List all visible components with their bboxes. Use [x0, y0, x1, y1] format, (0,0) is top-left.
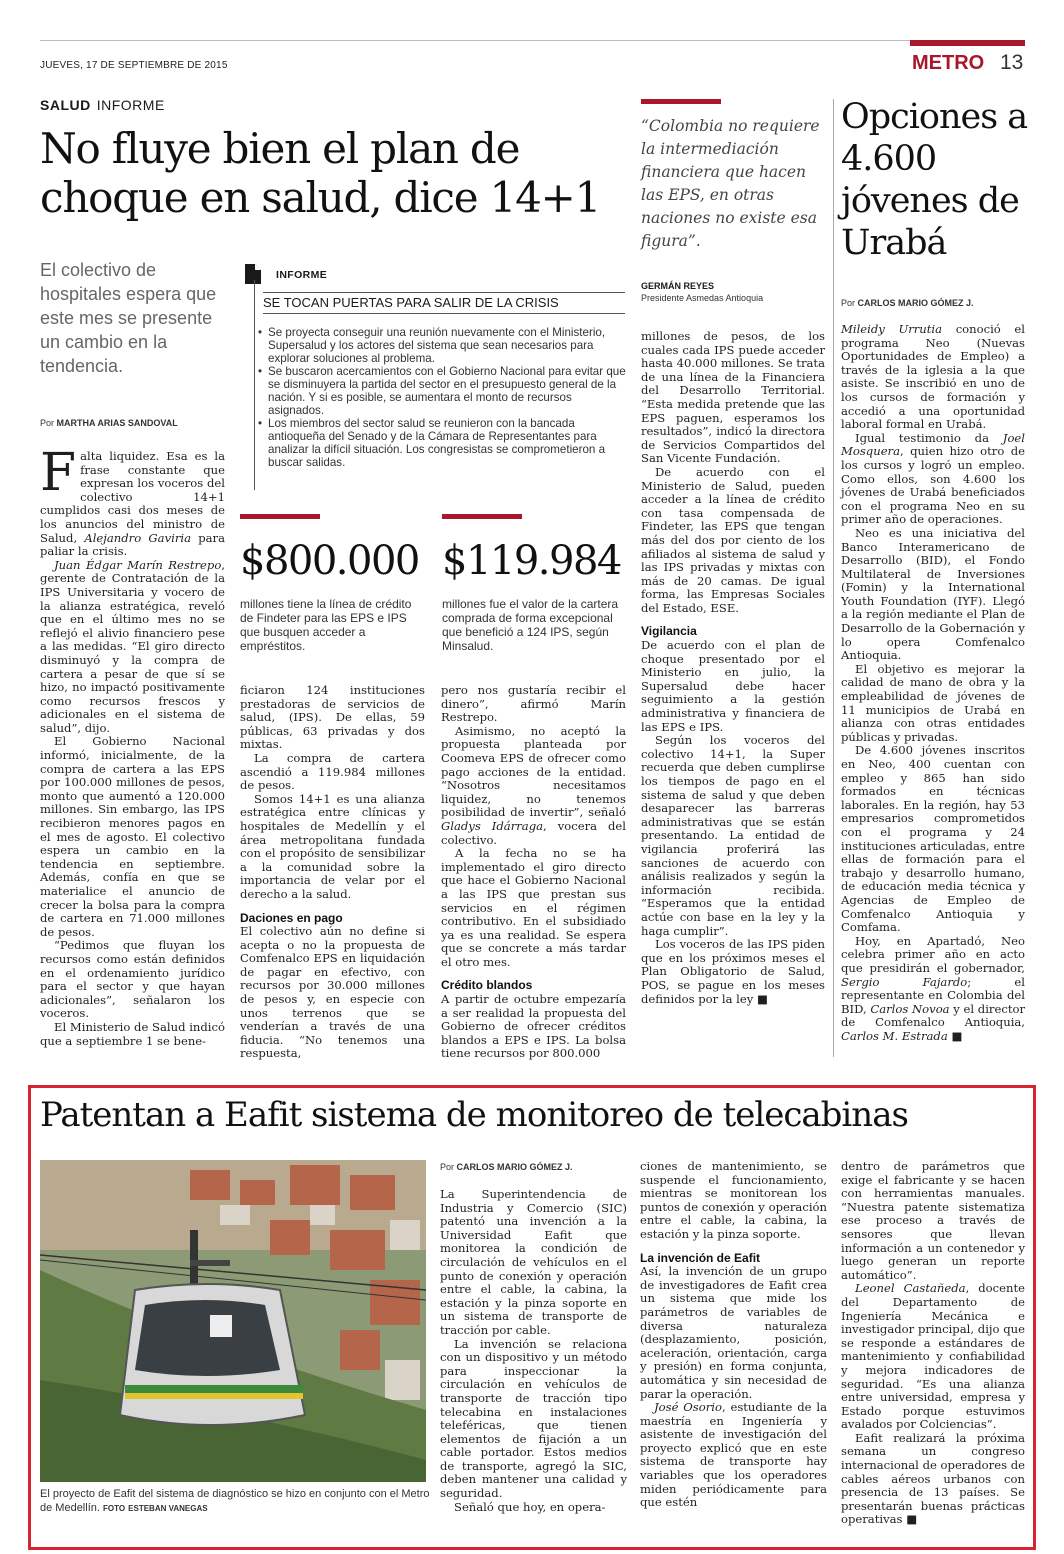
paragraph: ficiaron 124 instituciones prestadoras de servicios de salud, (IPS). De ellas, 59 públicas, 63 privadas y dos mixtas. [240, 683, 425, 752]
byline-author: CARLOS MARIO GÓMEZ J. [456, 1162, 573, 1172]
byline-prefix: Por [440, 1162, 455, 1172]
subheading: Vigilancia [641, 624, 697, 639]
figure-text: millones fue el valor de la cartera comprada de forma excepcional que benefició a 124 IPS, según Minsalud. [442, 597, 619, 653]
bottom-column-1 [440, 1188, 627, 1514]
caption-credit-name: ESTEBAN VANEGAS [128, 1504, 208, 1513]
byline-prefix: Por [40, 418, 55, 428]
list-item: • Los miembros del sector salud se reunieron con la bancada antioqueña del Senado y de la Cámara de Representantes para analizar la difícil situación. Los congresistas se comprometieron a buscar salidas. [258, 417, 626, 469]
section-topic: SALUD [40, 97, 91, 113]
section-name: METRO [912, 52, 985, 74]
paragraph: El Ministerio de Salud indicó que a septiembre 1 se bene- [40, 1019, 225, 1048]
paragraph-text: Igual testimonio da [855, 430, 1003, 445]
person-name: Leonel Castañeda [855, 1281, 966, 1296]
person-name: Carlos M. Estrada [841, 1028, 948, 1043]
bottom-column-2 [640, 1160, 827, 1510]
quote-accent-bar [641, 99, 721, 104]
person-name: Carlos Novoa [870, 1001, 950, 1016]
paragraph: pero nos gustaría recibir el dinero”, afirmó Marín Restrepo. [441, 683, 626, 725]
issue-date: JUEVES, 17 DE SEPTIEMBRE DE 2015 [40, 60, 228, 71]
paragraph: Señaló que hoy, en opera- [454, 1499, 606, 1514]
paragraph-text: conoció el programa Neo (Nuevas Oportunidades de Empleo) a través de la iglesia a la que asiste. Se inscribió en uno de los cursos de formación y accedió a una oportunidad laboral formal en Urabá. [841, 322, 1025, 432]
bottom-headline: Patentan a Eafit sistema de monitoreo de telecabinas [40, 1095, 908, 1135]
main-column-1 [40, 443, 225, 1048]
paragraph-text: Hoy, en Apartadó, Neo celebra primer año en acto que presidirán el gobernador, [841, 933, 1025, 975]
paragraph: De acuerdo con el Ministerio de Salud, pueden acceder a la línea de crédito con tasa compensada de Findeter, las EPS que tengan más del dos por ciento de los afiliados al sistema de salud y las IPS privadas y mixtas con más de 20 camas. De igual forma, las Empresas Sociales del Estado, ESE. [641, 464, 825, 615]
quote-author: GERMÁN REYES [641, 281, 715, 291]
figure-number: $119.984 [442, 538, 621, 584]
person-name: Alejandro Gaviria [84, 530, 191, 545]
paragraph: dentro de parámetros que exige el fabricante y se hacen con herramientas manuales. “Nuestra patente sistematiza ese proceso a través de sensores que llevan información a un contenedor y luego generan un reporte automático”. [841, 1159, 1025, 1282]
figure-number: $800.000 [240, 538, 419, 584]
paragraph-text: , vocera del colectivo. [441, 818, 626, 847]
person-name: Sergio Fajardo [841, 974, 968, 989]
bottom-byline [440, 1162, 573, 1172]
page-number: 13 [1000, 51, 1024, 74]
paragraph-text: Asimismo, no aceptó la propuesta planteada por Coomeva EPS de ofrecer como pago acciones de la entidad. “Nosotros necesitamos liquidez, no tenemos posibilidad de invertir”, señaló [441, 723, 626, 820]
document-icon [243, 263, 263, 285]
photo-caption [40, 1487, 430, 1516]
list-item: • Se buscaron acercamientos con el Gobierno Nacional para evitar que se disminuyera la partida del sector en el presupuesto general de la nación. Y si es posible, se aumentara el monto de recursos asignados. [258, 365, 626, 417]
paragraph: Así, la invención de un grupo de investigadores de Eafit crea un sistema que mide los parámetros de variables de diversa naturaleza (desplazamiento, posición, aceleración, orientación, carga y presión) en forma conjunta, automática y sin necesidad de parar la operación. [640, 1264, 827, 1401]
side-headline: Opciones a 4.600 jóvenes de Urabá [841, 97, 1028, 263]
box-rule [254, 280, 255, 490]
paragraph: La invención se relaciona con un dispositivo y un método para inspeccionar la circulación en vehículos de transporte de tracción tipo telecabina en instalaciones teleféricas, que tienen elementos de fijación a un cable portador. Estos medios de transporte, agregó la SIC, deben mantener una calidad y seguridad. [440, 1336, 627, 1501]
paragraph: Somos 14+1 es una alianza estratégica entre clínicas y hospitales de Medellín y el área metropolitana fundada con el propósito de sensibilizar a la comunidad sobre la importancia de velar por el derecho a la salud. [240, 791, 425, 901]
figure-accent-bar [240, 514, 320, 519]
paragraph: Neo es una iniciativa del Banco Interamericano de Desarrollo (BID), el Fondo Multilateral de Inversiones (Fomin) y la International Youth Foundation (IYF). Llegó a la región mediante el Plan de Desarrollo de la Gobernación y lo opera Comfenalco Antioquia. [841, 525, 1025, 663]
paragraph: ciones de mantenimiento, se suspende el funcionamiento, mientras se monitorean los puntos de conexión y operación entre el cable, la cabina, la estación y la pinza soporte. [640, 1159, 827, 1241]
side-byline [841, 298, 974, 308]
box-subtitle: SE TOCAN PUERTAS PARA SALIR DE LA CRISIS [263, 292, 625, 314]
paragraph: millones de pesos, de los cuales cada IPS puede acceder hasta 40.000 millones. Se trata de una línea de la Financiera del Desarrollo Territorial. “Esta medida pretende que las EPS paguen, esperamos los resultados”, indicó la directora de Servicios Compartidos del San Vicente Fundación. [641, 329, 825, 466]
subheading: Daciones en pago [240, 910, 343, 925]
main-deck: El colectivo de hospitales espera que este mes se presente un cambio en la tendencia. [40, 260, 217, 376]
paragraph-text: , docente del Departamento de Ingeniería Mecánica e investigador principal, dijo que se responde a estándares de mantenimiento y confiabilidad y mejora indicadores de seguridad. “Es una alianza entre universidad, empresa y Estado porque estuvimos avalados por Colciencias”. [841, 1281, 1025, 1432]
paragraph-text: ; el representante en Colombia del BID, [841, 974, 1025, 1016]
figure-accent-bar [442, 514, 522, 519]
end-mark: ■ [756, 991, 768, 1006]
person-name: Juan Édgar Marín Restrepo [54, 557, 222, 572]
quote-author-role: Presidente Asmedas Antioquia [641, 293, 764, 303]
paragraph-text: , quien hizo otro de los cursos y logró un empleo. Como ellos, son 4.600 los jóvenes de Urabá beneficiados con el programa Neo en su primer año de operaciones. [841, 444, 1025, 527]
paragraph-text: Eafit realizará la próxima semana un congreso internacional de operadores de cables aéreos urbanos con presencia de 13 países. Se presentarán buenas prácticas operativas [841, 1430, 1025, 1527]
main-byline [40, 418, 178, 428]
cable-car-photo [40, 1160, 426, 1482]
paragraph: La compra de cartera ascendió a 119.984 millones de pesos. [240, 750, 425, 793]
byline-author: MARTHA ARIAS SANDOVAL [56, 418, 178, 428]
main-column-3 [441, 684, 626, 1061]
end-mark: ■ [951, 1028, 963, 1043]
dropcap: F [40, 443, 77, 503]
paragraph: El objetivo es mejorar la calidad de mano de obra y la empleabilidad de jóvenes de 11 municipios de Urabá en alianza con otras entidades públicas y privadas. [841, 661, 1025, 744]
paragraph-text: para paliar la crisis. [40, 530, 225, 559]
column-rule [833, 99, 834, 1057]
paragraph: “Pedimos que fluyan los recursos como están definidos en el ordenamiento jurídico para el sector y que hayan adicionales”, señalaron los voceros. [40, 938, 225, 1021]
figure-text: millones tiene la línea de crédito de Findeter para las EPS e IPS que busquen acceder a empréstitos. [240, 597, 412, 653]
section-label [40, 97, 165, 113]
end-mark: ■ [906, 1512, 918, 1527]
paragraph-text: , estudiante de la maestría en Ingeniería y asistente de investigación del proyecto explicó que en este sistema de transporte hay variables que los operadores miden periódicamente para que estén [640, 1400, 827, 1510]
list-item: • Se proyecta conseguir una reunión nuevamente con el Ministerio, Supersalud y los actores del sistema que sean necesarios para explorar soluciones al problema. [258, 326, 626, 365]
section-kind: INFORME [96, 97, 165, 113]
subheading: Crédito blandos [441, 978, 533, 993]
side-column [841, 323, 1025, 1043]
subheading: La invención de Eafit [640, 1250, 761, 1265]
person-name: Mileidy Urrutia [841, 322, 943, 336]
main-headline: No fluye bien el plan de choque en salud, dice 14+1 [40, 124, 601, 222]
box-title: INFORME [276, 269, 328, 281]
paragraph: Según los voceros del colectivo 14+1, la Super recuerda que deben cumplirse los tiempos de pago en el sistema de salud y que deben desaparecer las barreras administrativas que se están presentando. La entidad de vigilancia proferirá las sanciones de acuerdo con análisis realizados y según la información recibida. “Esperamos que la entidad actúe con base en la ley y la haga cumplir”. [641, 733, 825, 938]
paragraph: De acuerdo con el plan de choque presentado por el Ministerio en julio, la Supersalud debe hacer seguimiento a la gestión administrativa y financiera de las EPS e IPS. [641, 638, 825, 734]
person-name: José Osorio [654, 1400, 722, 1415]
person-name: Joel Mosquera [841, 430, 1025, 459]
caption-text: El proyecto de Eafit del sistema de diagnóstico se hizo en conjunto con el Metro de Medellín. [40, 1488, 430, 1514]
bottom-column-3 [841, 1160, 1025, 1527]
paragraph: A partir de octubre empezaría a ser realidad la propuesta del Gobierno de ofrecer créditos blandos a EPS e IPS. La bolsa tiene recursos por 800.000 [441, 992, 626, 1061]
paragraph: El colectivo aún no define si acepta o no la propuesta de Comfenalco EPS en liquidación de pagar en efectivo, con recursos por 30.000 millones de pesos y, en especie con unos terrenos que se venderían a través de una fiducia. “No tenemos una respuesta, [240, 924, 425, 1061]
top-rule [40, 40, 1025, 41]
paragraph: El Gobierno Nacional informó, inicialmente, de la compra de cartera a las EPS por 100.000 millones de pesos, monto que aumentó a 120.000 millones. Sin embargo, las IPS recibieron menores pagos en el mes de agosto. El colectivo espera un cambio en la tendencia en septiembre. Además, confía en que se materialice el anuncio de crecer la bolsa para la compra de cartera en 71.000 millones de pesos. [40, 734, 225, 939]
person-name: Gladys Idárraga [441, 818, 544, 833]
paragraph-text: Los voceros de las IPS piden que en los próximos meses el Plan Obligatorio de Salud, POS, se pague en los meses definidos por la ley [641, 937, 825, 1006]
paragraph-text: y el director de Comfenalco Antioquia, [841, 1001, 1025, 1030]
main-column-4 [641, 330, 825, 1006]
paragraph: De 4.600 jóvenes inscritos en Neo, 400 cuentan con empleo y 865 han sido formados en técnicas laborales. En la región, hay 53 empresarios comprometidos con el programa y 24 instituciones articuladas, entre ellas de formación para el trabajo y desarrollo humano, de educación media técnica y Agencias de Empleo de Comfenalco Antioquia y Comfama. [841, 743, 1025, 935]
paragraph: La Superintendencia de Industria y Comercio (SIC) patentó una invención a la Universidad Eafit que monitorea la condición de circulación de vehículos en el punto de conexión y operación entre el cable, la cabina, la estación y la pinza soporte en un sistema de transporte de tracción por cable. [440, 1187, 627, 1337]
paragraph-text: alta liquidez. Esa es la frase constante que expresan los voceros del colectivo 14+1 cumplidos casi dos meses de los anuncios del ministro de Salud, [40, 449, 225, 545]
box-list [258, 326, 626, 469]
section-accent-bar [910, 40, 1025, 46]
paragraph-text: , gerente de Contratación de la IPS Universitaria y vocero de la alianza estratégica, reveló que en el último mes no se reflejó el alivio financiero pese a las medidas. “El giro directo disminuyó y la compra de cartera a pesar de que sí se hizo, no impactó positivamente como recursos frescos y adicionales en el sistema de salud”, dijo. [40, 557, 225, 735]
caption-credit-label: FOTO [103, 1504, 126, 1513]
paragraph: A la fecha no se ha implementado el giro directo que hace el Gobierno Nacional a las IPS que prestan sus servicios en el régimen contributivo. En el subsidiado ya es una realidad. Se espera que se concrete a más tardar el otro mes. [441, 846, 626, 969]
byline-prefix: Por [841, 298, 856, 308]
pull-quote: “Colombia no requiere la intermediación financiera que hacen las EPS, en otras naciones no existe esa figura”. [641, 117, 820, 250]
byline-author: CARLOS MARIO GÓMEZ J. [857, 298, 974, 308]
main-column-2 [240, 684, 425, 1061]
